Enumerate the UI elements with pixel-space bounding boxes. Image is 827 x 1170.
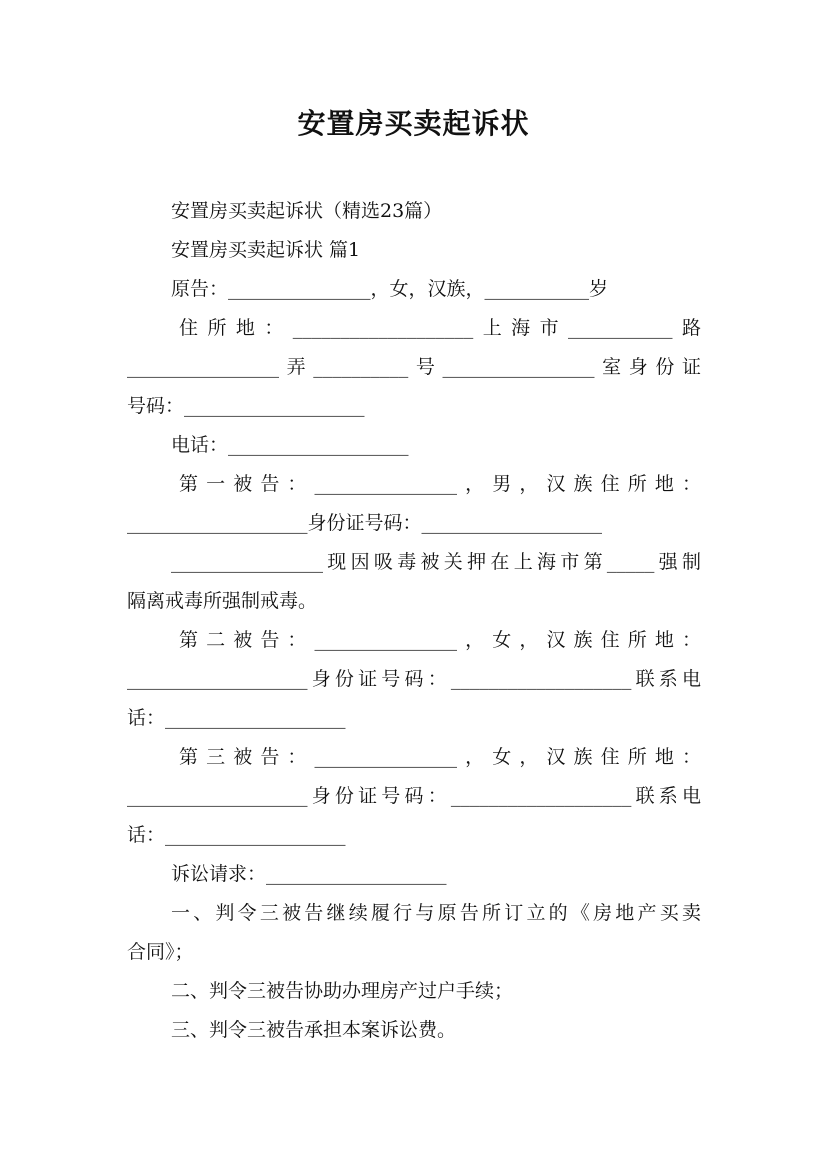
defendant-2-line: 第二被告：_______________，女，汉族住所地：	[179, 629, 701, 651]
defendant-3-line: 第三被告：_______________，女，汉族住所地：	[179, 746, 701, 768]
document-title: 安置房买卖起诉状	[297, 107, 530, 140]
defendant-1-line: 第一被告：_______________，男，汉族住所地：	[179, 473, 701, 495]
defendant-3-id-line: ___________________身份证号码：___________________联系电	[127, 785, 701, 807]
claim-3-line: 三、判令三被告承担本案诉讼费。	[171, 1019, 457, 1041]
defendant-1-note-line: ________________现因吸毒被关押在上海市第_____强制	[171, 551, 701, 573]
defendant-1-id-line: ___________________身份证号码：___________________	[127, 512, 603, 534]
subtitle-line: 安置房买卖起诉状（精选23篇）	[171, 200, 443, 222]
claim-1-line: 一、判令三被告继续履行与原告所订立的《房地产买卖	[171, 902, 701, 924]
plaintiff-phone-line: 电话：___________________	[171, 434, 409, 456]
section-heading: 安置房买卖起诉状 篇1	[171, 239, 361, 261]
claims-heading: 诉讼请求：___________________	[171, 863, 447, 885]
defendant-2-phone-line: 话：___________________	[127, 707, 346, 729]
defendant-3-phone-line: 话：___________________	[127, 824, 346, 846]
claim-2-line: 二、判令三被告协助办理房产过户手续；	[171, 980, 514, 1002]
defendant-1-note-line-2: 隔离戒毒所强制戒毒。	[127, 590, 318, 612]
plaintiff-line: 原告：_______________，女，汉族，___________岁	[171, 278, 609, 300]
claim-1-line-2: 合同》；	[127, 941, 194, 963]
plaintiff-address-line-2: ________________弄__________号________________室身份证	[127, 356, 701, 378]
defendant-2-id-line: ___________________身份证号码：___________________联系电	[127, 668, 701, 690]
plaintiff-id-line: 号码：___________________	[127, 395, 365, 417]
plaintiff-address-line: 住所地：___________________上海市___________路	[179, 317, 701, 339]
